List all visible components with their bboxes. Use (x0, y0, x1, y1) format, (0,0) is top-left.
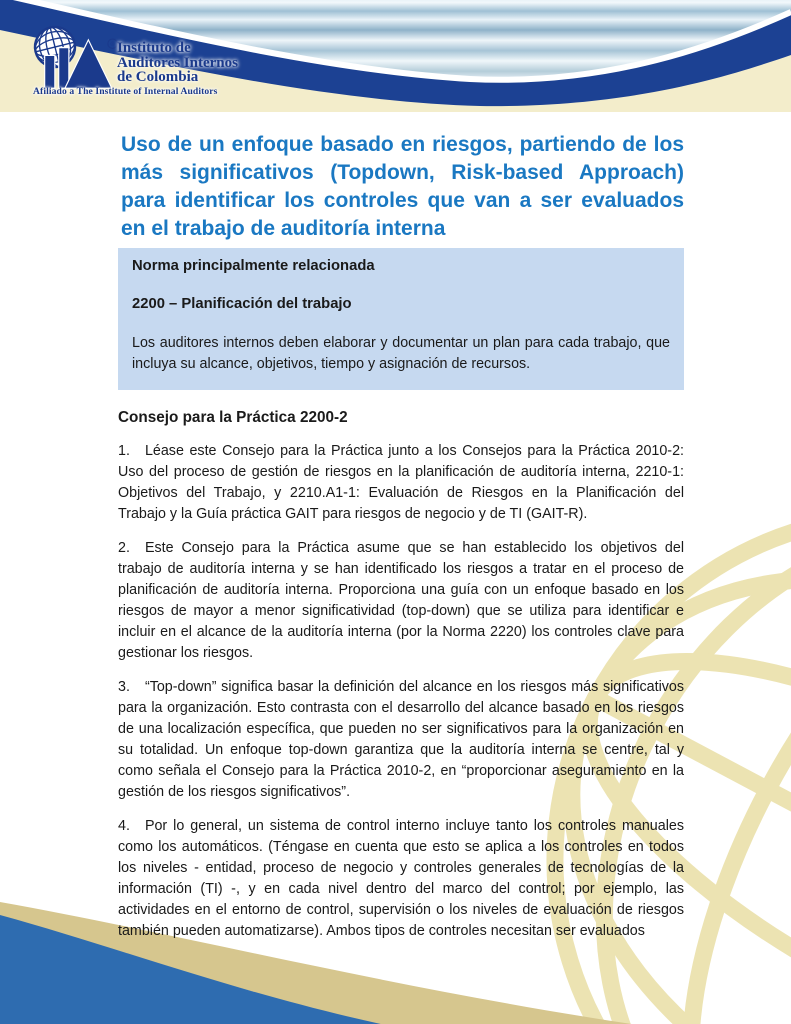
paragraph-1-text: Léase este Consejo para la Práctica junto a los Consejos para la Práctica 2010-2: Uso del proceso de gestión de riesgos en la planificación de auditoría interna, 2210-1: Objetivos del Trabajo, y 2210.A1-1: Evaluación de Riesgos en la Planificación del Trabajo y la Guía práctica GAIT para riesgos de negocio y de TI (GAIT-R). (118, 443, 684, 522)
paragraph-3 (118, 677, 684, 803)
page-header (0, 0, 791, 112)
paragraph-1 (118, 441, 684, 525)
norma-box (118, 248, 684, 390)
paragraph-4-number: 4. (118, 818, 130, 834)
paragraph-2-text: Este Consejo para la Práctica asume que se han establecido los objetivos del trabajo de auditoría interna y se han identificado los riesgos a tratar en el proceso de planificación de auditoría interna. Proporciona una guía con un enfoque basado en los riesgos de mayor a menor significatividad (top-down) que se utiliza para identificar e incluir en el alcance de la auditoría interna (por la Norma 2220) los controles clave para gestionar los riesgos. (118, 540, 684, 661)
document-title: Uso de un enfoque basado en riesgos, partiendo de los más significativos (Topdown, Risk-based Approach) para identificar los controles que van a ser evaluados en el trabajo de auditoría interna (121, 133, 684, 240)
norma-body: Los auditores internos deben elaborar y documentar un plan para cada trabajo, que incluya su alcance, objetivos, tiempo y asignación de recursos. (132, 335, 670, 372)
document-content (118, 112, 684, 942)
paragraph-4-text: Por lo general, un sistema de control interno incluye tanto los controles manuales como los automáticos. (Téngase en cuenta que esto se aplica a los controles en todos los niveles - entidad, proceso de negocio y controles generales de tecnologías de la información (TI) -, y en cada nivel dentro del marco del control; por ejemplo, las actividades en el entorno de control, supervisión o los niveles de evaluación de riesgos también pueden automatizarse). Ambos tipos de controles necesitan ser evaluados (118, 818, 684, 939)
section-heading: Consejo para la Práctica 2200-2 (118, 409, 348, 426)
org-name-line3: de Colombia (117, 69, 199, 85)
paragraph-3-number: 3. (118, 679, 130, 695)
norma-heading: Norma principalmente relacionada (132, 258, 375, 274)
paragraph-1-number: 1. (118, 443, 130, 459)
org-name-line1: Instituto de (117, 40, 191, 56)
iia-logo (0, 0, 300, 112)
norma-code: 2200 – Planificación del trabajo (132, 296, 352, 312)
org-name-line2: Auditores Internos (117, 54, 238, 71)
iia-monogram (40, 38, 118, 90)
paragraph-3-text: “Top-down” significa basar la definición del alcance en los riesgos más significativos para la organización. Esto contrasta con el desarrollo del alcance basado en los riesgos de una localización específica, que pueden no ser significativos para la organización en su totalidad. Un enfoque top-down garantiza que la auditoría interna se centre, tal y como señala el Consejo para la Práctica 2010-2, en “proporcionar aseguramiento en la gestión de los riesgos significativos”. (118, 679, 684, 800)
org-name (117, 41, 297, 85)
registered-mark: ® (110, 41, 115, 49)
affiliation-tagline: Afiliado a The Institute of Internal Auditors (33, 86, 218, 97)
paragraph-4 (118, 816, 684, 942)
paragraph-2-number: 2. (118, 540, 130, 556)
paragraph-2 (118, 538, 684, 664)
